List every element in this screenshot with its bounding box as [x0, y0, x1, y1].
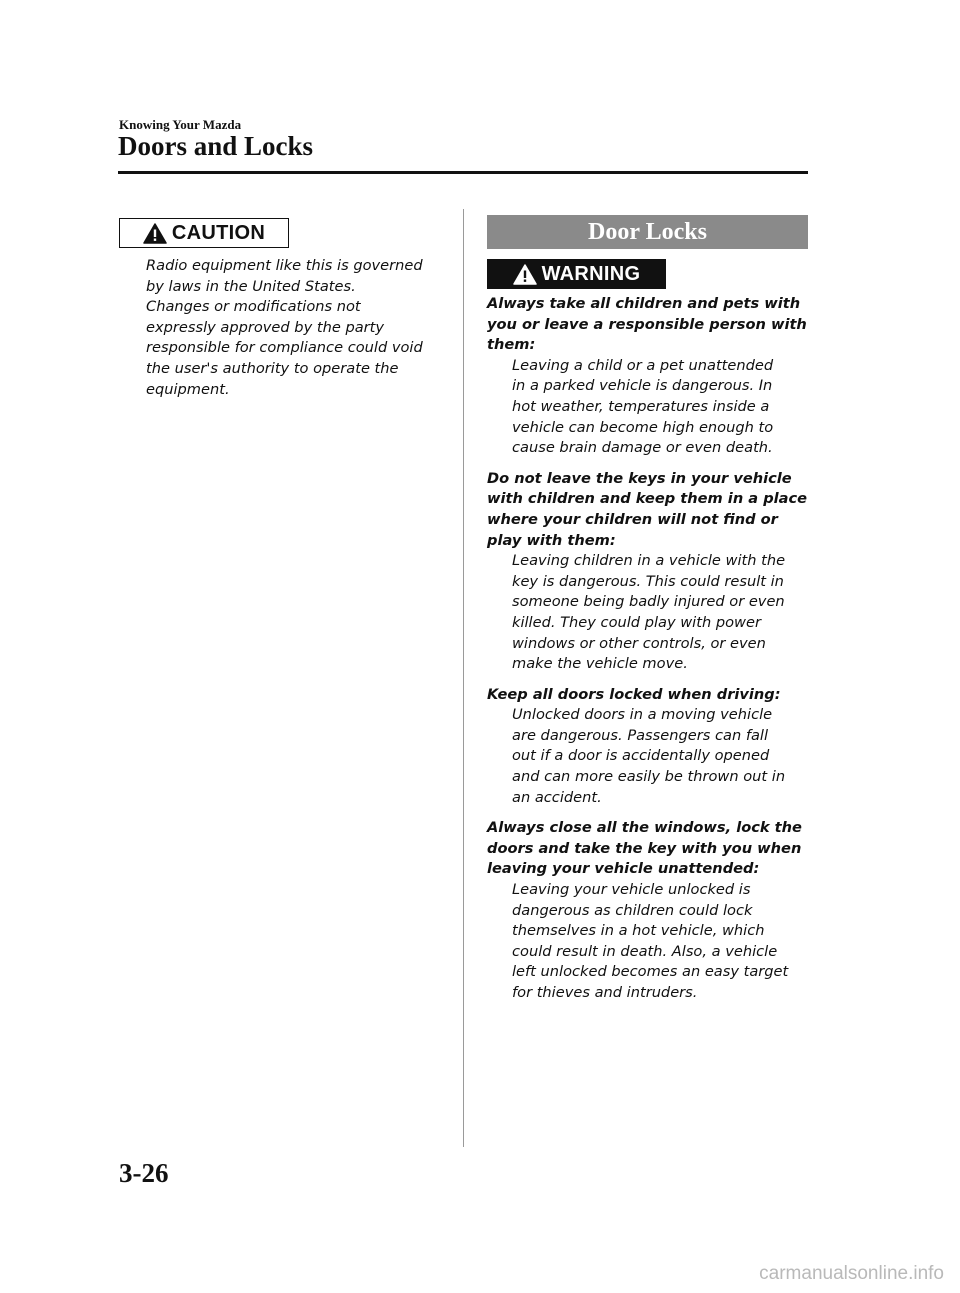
warning-list: [487, 294, 812, 1014]
warning-item-heading: [487, 469, 812, 551]
warning-body-line: someone being badly injured or even: [512, 593, 785, 611]
warning-body-line: and can more easily be thrown out in: [512, 768, 786, 786]
warning-heading-line: Always close all the windows, lock the: [487, 819, 802, 837]
warning-body-line: out if a door is accidentally opened: [512, 747, 770, 765]
warning-body-line: Leaving children in a vehicle with the: [512, 552, 786, 570]
warning-body-line: Unlocked doors in a moving vehicle: [512, 706, 773, 724]
warning-item: [487, 469, 812, 675]
warning-heading-line: Do not leave the keys in your vehicle: [487, 469, 792, 487]
warning-triangle-icon: [143, 223, 167, 244]
warning-body-line: could result in death. Also, a vehicle: [512, 942, 778, 960]
warning-label: [487, 259, 666, 289]
warning-body-line: for thieves and intruders.: [512, 984, 698, 1001]
section-kicker: Knowing Your Mazda: [119, 117, 242, 132]
warning-item-heading: [487, 818, 812, 880]
warning-body-line: key is dangerous. This could result in: [512, 572, 784, 590]
title-rule: [118, 171, 808, 174]
warning-heading-line: Always take all children and pets with: [487, 295, 801, 312]
caution-line: expressly approved by the party: [146, 318, 385, 336]
caution-line: Radio equipment like this is governed: [146, 257, 423, 274]
warning-body-line: are dangerous. Passengers can fall: [512, 726, 769, 744]
warning-body-line: left unlocked becomes an easy target: [512, 963, 789, 981]
page-number: 3-26: [119, 1158, 169, 1188]
warning-body-line: hot weather, temperatures inside a: [512, 397, 770, 415]
warning-body-line: Leaving your vehicle unlocked is: [512, 881, 751, 899]
warning-body-line: an accident.: [512, 788, 602, 806]
caution-line: equipment.: [146, 380, 230, 398]
page-title: Doors and Locks: [118, 131, 314, 161]
warning-body-line: Leaving a child or a pet unattended: [512, 356, 774, 374]
warning-item-body: [487, 356, 812, 459]
warning-heading-line: where your children will not find or: [487, 510, 778, 528]
warning-body-line: killed. They could play with power: [512, 613, 761, 631]
warning-heading-line: leaving your vehicle unattended:: [487, 860, 760, 878]
caution-label: [119, 218, 289, 248]
caution-text: [146, 256, 446, 400]
section-title: Door Locks: [588, 218, 707, 245]
warning-item: [487, 294, 812, 459]
warning-body-line: make the vehicle move.: [512, 655, 688, 673]
warning-body-line: themselves in a hot vehicle, which: [512, 922, 765, 940]
warning-item-body: [487, 705, 812, 808]
warning-item-body: [487, 551, 812, 675]
section-header: [487, 215, 808, 249]
warning-body-line: windows or other controls, or even: [512, 634, 766, 652]
column-divider: [463, 209, 464, 1147]
caution-label-text: CAUTION: [171, 221, 266, 244]
warning-item: [487, 818, 812, 1003]
caution-line: by laws in the United States.: [146, 277, 356, 295]
warning-triangle-icon: [513, 264, 537, 285]
caution-line: Changes or modifications not: [146, 298, 361, 316]
warning-body-line: dangerous as children could lock: [512, 901, 753, 919]
warning-heading-line: play with them:: [487, 531, 616, 549]
warning-item-heading: [487, 294, 812, 356]
warning-item: [487, 685, 812, 809]
warning-item-body: [487, 880, 812, 1004]
warning-heading-line: them:: [487, 336, 536, 354]
watermark: carmanualsonline.info: [759, 1263, 944, 1284]
warning-label-text: WARNING: [541, 262, 641, 285]
warning-body-line: vehicle can become high enough to: [512, 418, 774, 436]
warning-body-line: cause brain damage or even death.: [512, 439, 773, 457]
warning-heading-line: you or leave a responsible person with: [487, 315, 807, 333]
warning-heading-line: Keep all doors locked when driving:: [487, 685, 781, 703]
warning-item-heading: [487, 685, 812, 706]
warning-heading-line: doors and take the key with you when: [487, 839, 802, 857]
warning-body-line: in a parked vehicle is dangerous. In: [512, 377, 773, 395]
warning-heading-line: with children and keep them in a place: [487, 490, 808, 508]
caution-line: the user's authority to operate the: [146, 359, 399, 377]
caution-line: responsible for compliance could void: [146, 339, 423, 357]
